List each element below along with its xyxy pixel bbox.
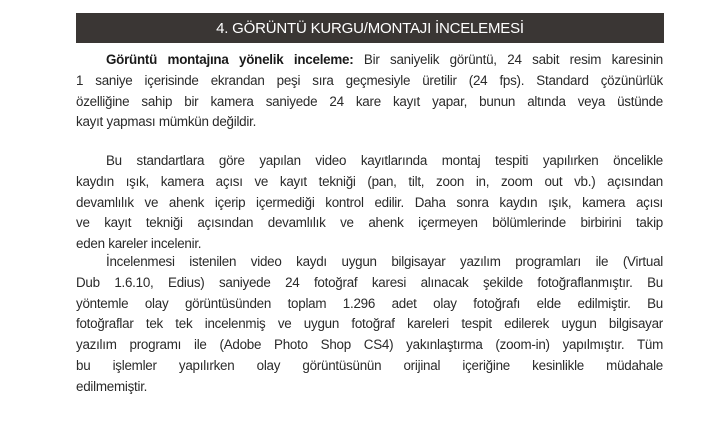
text-line: edilmemiştir. bbox=[76, 378, 148, 394]
text-line: Görüntü montajına yönelik inceleme: Bir saniyelik görüntü, 24 sabit resim karesinin bbox=[106, 52, 663, 67]
text-line: Bu standartlara göre yapılan video kayıtlarında montaj tespiti yapılırken öncelikle bbox=[106, 153, 663, 168]
text-line: Dub 1.6.10, Edius) saniyede 24 fotoğraf karesi alınacak şekilde fotoğraflanmıştır. Bu bbox=[76, 274, 663, 290]
text-line: İncelenmesi istenilen video kaydı uygun bilgisayar yazılım programları ile (Virtual bbox=[106, 254, 663, 269]
text-line: devamlılık ve ahenk içerip içermediği kontrol edilir. Daha sonra kaydın ışık, kamera açısı bbox=[76, 194, 663, 210]
section-title-bar bbox=[76, 13, 664, 43]
text-line: özelliğine sahip bir kamera saniyede 24 kare kayıt yapar, bunun altında veya üstünde bbox=[76, 93, 663, 109]
text-line: fotoğraflar tek tek incelenmiş ve uygun fotoğraf kareleri tespit edilerek uygun bilgisayar bbox=[76, 316, 663, 332]
text-line: kaydın ışık, kamera açısı ve kayıt tekniği (pan, tilt, zoon in, zoom out vb.) açısından bbox=[76, 173, 663, 189]
text-line: yazılım programı ile (Adobe Photo Shop CS4) yakınlaştırma (zoom-in) yapılmıştır. Tüm bbox=[76, 337, 663, 353]
paragraph-1 bbox=[76, 50, 663, 133]
paragraph-2 bbox=[76, 151, 663, 255]
paragraph-lead: Görüntü montajına yönelik inceleme: bbox=[106, 52, 354, 67]
text-line: eden kareler incelenir. bbox=[76, 236, 202, 252]
text-line: ve kayıt tekniği açısından devamlılık ve ahenk içermeyen bölümlerinde birbirini takip bbox=[76, 215, 663, 231]
text-line: yöntemle olay görüntüsünden toplam 1.296 adet olay fotoğrafı elde edilmiştir. Bu bbox=[76, 295, 663, 311]
section-title: 4. GÖRÜNTÜ KURGU/MONTAJI İNCELEMESİ bbox=[216, 19, 524, 37]
paragraph-3 bbox=[76, 252, 663, 398]
text-line: kayıt yapması mümkün değildir. bbox=[76, 114, 257, 130]
text-line: bu işlemler yapılırken olay görüntüsünün orijinal içeriğine kesinlikle müdahale bbox=[76, 357, 663, 373]
text-line: 1 saniye içerisinde ekrandan peşi sıra geçmesiyle üretilir (24 fps). Standard çözünürlük bbox=[76, 72, 663, 88]
